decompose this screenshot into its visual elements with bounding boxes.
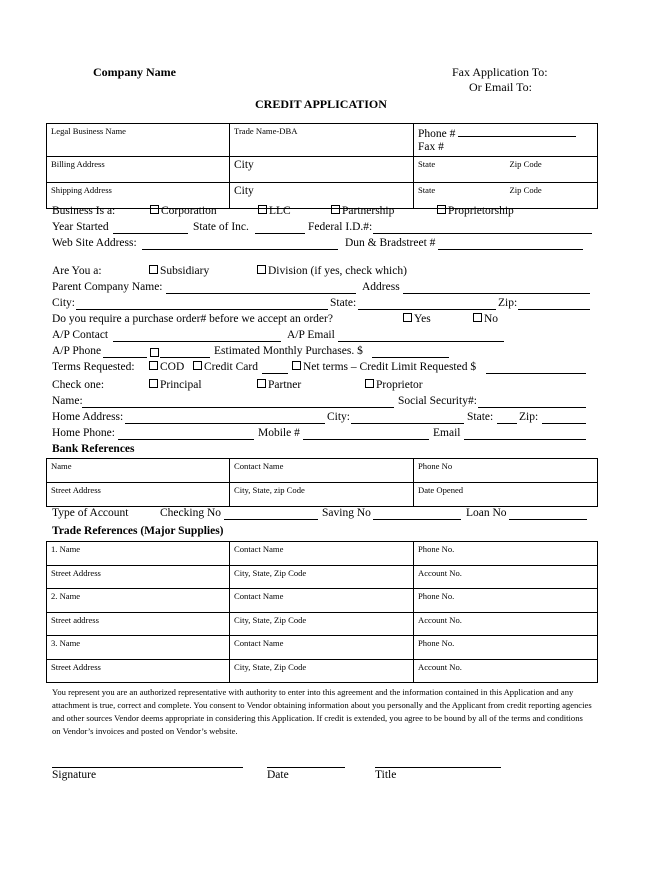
state-inc-field[interactable] (255, 222, 305, 234)
home-city-label: City: (327, 411, 351, 423)
zip-label: Zip: (498, 297, 518, 309)
trade-cell-phone[interactable]: Account No. (414, 565, 598, 589)
checkbox-icon[interactable] (257, 265, 266, 274)
parent-address-label: Address (362, 281, 400, 293)
shipping-state-zip-cell[interactable]: State Zip Code (414, 183, 598, 209)
checkbox-icon[interactable] (257, 379, 266, 388)
form-title: CREDIT APPLICATION (255, 97, 387, 111)
checkbox-icon[interactable] (331, 205, 340, 214)
name-field[interactable] (82, 396, 394, 408)
ap-phone-label: A/P Phone (52, 345, 102, 357)
check-one-label: Check one: (52, 379, 105, 391)
bank-name-cell[interactable]: Name (47, 459, 230, 483)
ap-contact-label: A/P Contact (52, 329, 109, 341)
home-phone-field[interactable] (118, 428, 254, 440)
division-option[interactable]: Division (if yes, check which) (257, 265, 407, 277)
credit-card-option[interactable]: Credit Card (193, 361, 258, 373)
po-question: Do you require a purchase order# before we accept an order? (52, 313, 333, 325)
name-label: Name: (52, 395, 83, 407)
subsidiary-option[interactable]: Subsidiary (149, 265, 209, 277)
table-row (47, 542, 598, 566)
loan-label: Loan No (466, 507, 507, 519)
trade-cell-name[interactable]: 2. Name (47, 589, 230, 613)
proprietor-option[interactable]: Proprietor (365, 379, 423, 391)
phone-fax-cell[interactable]: Phone # Fax # (414, 124, 598, 157)
state-field[interactable] (358, 298, 496, 310)
loan-field[interactable] (509, 508, 587, 520)
home-zip-field[interactable] (542, 412, 586, 424)
mobile-field[interactable] (303, 428, 429, 440)
principal-option[interactable]: Principal (149, 379, 202, 391)
checkbox-icon[interactable] (150, 348, 159, 357)
year-started-field[interactable] (113, 222, 188, 234)
bank-references-heading: Bank References (52, 443, 135, 455)
trade-references-heading: Trade References (Major Supplies) (52, 525, 224, 537)
table-row (47, 636, 598, 660)
checkbox-icon[interactable] (473, 313, 482, 322)
est-purchases-label: Estimated Monthly Purchases. $ (214, 345, 363, 357)
bank-phone-cell[interactable]: Phone No (414, 459, 598, 483)
proprietorship-option[interactable]: Proprietorship (437, 205, 514, 217)
table-row (47, 589, 598, 613)
trade-name-cell[interactable]: Trade Name-DBA (230, 124, 414, 157)
state-inc-label: State of Inc. (193, 221, 249, 233)
checkbox-icon[interactable] (258, 205, 267, 214)
business-type-label: Business Is a: (52, 205, 116, 217)
ap-phone-ext-field[interactable] (160, 346, 210, 358)
trade-cell-contact[interactable]: Contact Name (230, 542, 414, 566)
parent-company-label: Parent Company Name: (52, 281, 163, 293)
home-state-field[interactable] (497, 412, 517, 424)
federal-id-label: Federal I.D.#: (308, 221, 373, 233)
llc-option[interactable]: LLC (258, 205, 291, 217)
bank-contact-cell[interactable]: Contact Name (230, 459, 414, 483)
table-row (47, 612, 598, 636)
table-row (47, 659, 598, 683)
home-zip-label: Zip: (519, 411, 539, 423)
trade-cell-contact[interactable]: City, State, Zip Code (230, 612, 414, 636)
checkbox-icon[interactable] (149, 361, 158, 370)
website-label: Web Site Address: (52, 237, 137, 249)
corporation-option[interactable]: Corporation (150, 205, 217, 217)
ap-email-label: A/P Email (287, 329, 335, 341)
mobile-label: Mobile # (258, 427, 300, 439)
home-city-field[interactable] (351, 412, 464, 424)
email-label-2: Email (433, 427, 461, 439)
table-row (47, 565, 598, 589)
bank-date-opened-cell[interactable]: Date Opened (414, 483, 598, 507)
credit-card-field[interactable] (262, 362, 288, 374)
home-address-field[interactable] (125, 412, 325, 424)
trade-cell-name[interactable]: Street Address (47, 659, 230, 683)
phone-line (458, 125, 576, 137)
cod-option[interactable]: COD (149, 361, 184, 373)
trade-cell-phone[interactable]: Account No. (414, 659, 598, 683)
shipping-address-cell[interactable]: Shipping Address (47, 183, 230, 209)
signature-line[interactable] (52, 767, 243, 768)
checkbox-icon[interactable] (149, 379, 158, 388)
home-state-label: State: (467, 411, 494, 423)
state-label: State: (330, 297, 357, 309)
partnership-option[interactable]: Partnership (331, 205, 394, 217)
checkbox-icon[interactable] (403, 313, 412, 322)
trade-cell-name[interactable]: Street Address (47, 565, 230, 589)
checkbox-icon[interactable] (292, 361, 301, 370)
title-label: Title (375, 769, 397, 781)
ap-email-field[interactable] (338, 330, 504, 342)
trade-cell-contact[interactable]: Contact Name (230, 636, 414, 660)
terms-label: Terms Requested: (52, 361, 135, 373)
bank-street-cell[interactable]: Street Address (47, 483, 230, 507)
home-phone-label: Home Phone: (52, 427, 115, 439)
title-line[interactable] (375, 767, 501, 768)
checking-label: Checking No (160, 507, 222, 519)
net-terms-option[interactable]: Net terms – Credit Limit Requested $ (292, 361, 476, 373)
parent-company-field[interactable] (166, 282, 356, 294)
email-field[interactable] (464, 428, 586, 440)
checkbox-icon[interactable] (193, 361, 202, 370)
website-field[interactable] (142, 238, 338, 250)
po-no-option[interactable]: No (473, 313, 498, 325)
bank-city-cell[interactable]: City, State, zip Code (230, 483, 414, 507)
ssn-label: Social Security#: (398, 395, 477, 407)
are-you-label: Are You a: (52, 265, 102, 277)
saving-label: Saving No (322, 507, 371, 519)
city-field[interactable] (76, 298, 328, 310)
company-name: Company Name (93, 65, 176, 79)
trade-cell-phone[interactable]: Phone No. (414, 636, 598, 660)
partner-option[interactable]: Partner (257, 379, 301, 391)
business-info-table (46, 123, 598, 209)
federal-id-field[interactable] (373, 222, 592, 234)
parent-address-field[interactable] (403, 282, 590, 294)
shipping-city-cell[interactable]: City (230, 183, 414, 209)
est-purchases-field[interactable] (372, 346, 449, 358)
credit-limit-field[interactable] (486, 362, 586, 374)
checkbox-icon[interactable] (149, 265, 158, 274)
trade-cell-name[interactable]: 3. Name (47, 636, 230, 660)
po-yes-option[interactable]: Yes (403, 313, 431, 325)
trade-cell-name[interactable]: 1. Name (47, 542, 230, 566)
billing-address-cell[interactable]: Billing Address (47, 157, 230, 183)
ssn-field[interactable] (478, 396, 586, 408)
checkbox-icon[interactable] (150, 205, 159, 214)
duns-field[interactable] (438, 238, 583, 250)
trade-cell-contact[interactable]: City, State, Zip Code (230, 565, 414, 589)
zip-field[interactable] (518, 298, 590, 310)
ap-contact-field[interactable] (113, 330, 281, 342)
city-label: City: (52, 297, 76, 309)
date-line[interactable] (267, 767, 345, 768)
trade-cell-phone[interactable]: Phone No. (414, 542, 598, 566)
bank-references-table (46, 458, 598, 507)
billing-state-zip-cell[interactable]: State Zip Code (414, 157, 598, 183)
trade-cell-phone[interactable]: Phone No. (414, 589, 598, 613)
year-started-label: Year Started (52, 221, 109, 233)
trade-cell-phone[interactable]: Account No. (414, 612, 598, 636)
disclaimer-text: You represent you are an authorized representative with authority to enter into this agreement and the information contained in this Application and any attachment is true, correct and complete. You consent to Vendor obtaining information about you personally and the Applicant from credit reporting agencies and other sources Vendor deems appropriate in considering this Application. If credit is extended, you agree to be bound by all of the terms and conditions on Vendor’s invoices and posted on Vendor’s website. (52, 687, 592, 736)
type-of-account-label: Type of Account (52, 507, 129, 519)
trade-cell-contact[interactable]: City, State, Zip Code (230, 659, 414, 683)
trade-references-table (46, 541, 598, 683)
saving-field[interactable] (373, 508, 461, 520)
email-label: Or Email To: (469, 80, 532, 94)
checkbox-icon[interactable] (437, 205, 446, 214)
legal-name-cell[interactable]: Legal Business Name (47, 124, 230, 157)
ap-phone-field[interactable] (103, 346, 147, 358)
fax-label: Fax Application To: (452, 65, 548, 79)
trade-cell-contact[interactable]: Contact Name (230, 589, 414, 613)
trade-cell-name[interactable]: Street address (47, 612, 230, 636)
signature-label: Signature (52, 769, 97, 781)
duns-label: Dun & Bradstreet # (345, 237, 436, 249)
checkbox-icon[interactable] (365, 379, 374, 388)
date-label: Date (267, 769, 289, 781)
billing-city-cell[interactable]: City (230, 157, 414, 183)
home-address-label: Home Address: (52, 411, 124, 423)
checking-field[interactable] (224, 508, 318, 520)
